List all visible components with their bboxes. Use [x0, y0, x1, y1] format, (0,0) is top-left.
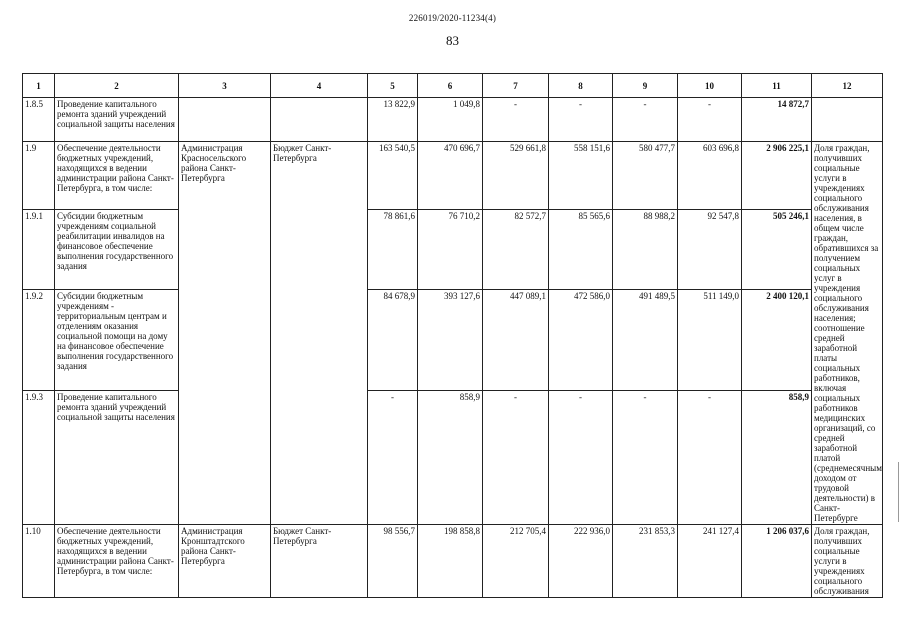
- value-cell: 212 705,4: [483, 525, 549, 598]
- column-header: 6: [418, 74, 483, 98]
- value-cell: -: [549, 390, 613, 525]
- column-header: 11: [742, 74, 812, 98]
- executor-cell: Администрация Красносельского района Санкт-Петербурга: [179, 142, 271, 525]
- column-header: 3: [179, 74, 271, 98]
- value-cell: 511 149,0: [678, 289, 742, 390]
- activity-name: Проведение капитального ремонта зданий учреждений социальной защиты населения: [55, 390, 179, 525]
- value-cell: 163 540,5: [368, 142, 418, 210]
- table-row: [23, 210, 883, 289]
- table-row: [23, 390, 883, 525]
- value-cell: 558 151,6: [549, 142, 613, 210]
- page-number: 83: [446, 33, 459, 48]
- value-cell: 603 696,8: [678, 142, 742, 210]
- funding-source-cell: Бюджет Санкт-Петербурга: [271, 142, 368, 525]
- value-cell: -: [678, 98, 742, 142]
- row-code: 1.9: [23, 142, 55, 210]
- value-cell: 92 547,8: [678, 210, 742, 289]
- document-registration-number: 226019/2020-11234(4): [408, 13, 497, 23]
- value-cell: 82 572,7: [483, 210, 549, 289]
- indicator-cell: Доля граждан, получивших социальные услуги в учреждениях социального обслуживания населения, в общем числе граждан, обратившихся за получением социальных услуг в учреждения социального обслуживания населения; соотношение средней заработной платы социальных работников, включая социальных работников медицинских организаций, со средней заработной платой (среднемесячным доходом от трудовой деятельности) в Санкт-Петербурге: [812, 142, 883, 525]
- total-cell: 858,9: [742, 390, 812, 525]
- column-header: 7: [483, 74, 549, 98]
- value-cell: 491 489,5: [613, 289, 678, 390]
- value-cell: 1 049,8: [418, 98, 483, 142]
- total-cell: 505 246,1: [742, 210, 812, 289]
- column-header: 2: [55, 74, 179, 98]
- column-header: 4: [271, 74, 368, 98]
- column-header: 8: [549, 74, 613, 98]
- value-cell: 13 822,9: [368, 98, 418, 142]
- total-cell: 14 872,7: [742, 98, 812, 142]
- value-cell: 393 127,6: [418, 289, 483, 390]
- value-cell: 198 858,8: [418, 525, 483, 598]
- table-row: [23, 289, 883, 390]
- value-cell: 78 861,6: [368, 210, 418, 289]
- row-code: 1.9.1: [23, 210, 55, 289]
- value-cell: -: [678, 390, 742, 525]
- funding-source-cell: Бюджет Санкт-Петербурга: [271, 525, 368, 598]
- column-header: 5: [368, 74, 418, 98]
- column-header: 1: [23, 74, 55, 98]
- column-header: 9: [613, 74, 678, 98]
- column-number-row: [23, 74, 883, 98]
- column-header: 12: [812, 74, 883, 98]
- value-cell: 231 853,3: [613, 525, 678, 598]
- value-cell: 529 661,8: [483, 142, 549, 210]
- value-cell: 84 678,9: [368, 289, 418, 390]
- activity-name: Обеспечение деятельности бюджетных учреждений, находящихся в ведении администрации района Санкт-Петербурга, в том числе:: [55, 525, 179, 598]
- executor-cell: [179, 98, 271, 142]
- executor-cell: Администрация Кронштадтского района Санкт-Петербурга: [179, 525, 271, 598]
- value-cell: -: [613, 98, 678, 142]
- program-funding-table-container: [22, 73, 883, 598]
- value-cell: -: [368, 390, 418, 525]
- value-cell: -: [483, 390, 549, 525]
- activity-name: Проведение капитального ремонта зданий учреждений социальной защиты населения: [55, 98, 179, 142]
- value-cell: 85 565,6: [549, 210, 613, 289]
- row-code: 1.10: [23, 525, 55, 598]
- row-code: 1.9.3: [23, 390, 55, 525]
- activity-name: Обеспечение деятельности бюджетных учреждений, находящихся в ведении администрации района Санкт-Петербурга, в том числе:: [55, 142, 179, 210]
- scan-edge-mark: [898, 462, 899, 522]
- row-code: 1.9.2: [23, 289, 55, 390]
- program-funding-table: [22, 73, 883, 598]
- value-cell: 88 988,2: [613, 210, 678, 289]
- funding-source-cell: [271, 98, 368, 142]
- indicator-cell: [812, 98, 883, 142]
- value-cell: 580 477,7: [613, 142, 678, 210]
- value-cell: 447 089,1: [483, 289, 549, 390]
- value-cell: 472 586,0: [549, 289, 613, 390]
- total-cell: 2 906 225,1: [742, 142, 812, 210]
- total-cell: 1 206 037,6: [742, 525, 812, 598]
- value-cell: 76 710,2: [418, 210, 483, 289]
- value-cell: 858,9: [418, 390, 483, 525]
- table-row: [23, 525, 883, 598]
- value-cell: 222 936,0: [549, 525, 613, 598]
- activity-name: Субсидии бюджетным учреждениям социальной реабилитации инвалидов на финансовое обеспечение выполнения государственного задания: [55, 210, 179, 289]
- value-cell: 241 127,4: [678, 525, 742, 598]
- row-code: 1.8.5: [23, 98, 55, 142]
- value-cell: -: [483, 98, 549, 142]
- indicator-cell: Доля граждан, получивших социальные услуги в учреждениях социального обслуживания: [812, 525, 883, 598]
- table-row: [23, 98, 883, 142]
- value-cell: 470 696,7: [418, 142, 483, 210]
- value-cell: 98 556,7: [368, 525, 418, 598]
- column-header: 10: [678, 74, 742, 98]
- activity-name: Субсидии бюджетным учреждениям - территориальным центрам и отделениям оказания социальной помощи на дому на финансовое обеспечение выполнения государственного задания: [55, 289, 179, 390]
- table-row: [23, 142, 883, 210]
- value-cell: -: [613, 390, 678, 525]
- total-cell: 2 400 120,1: [742, 289, 812, 390]
- value-cell: -: [549, 98, 613, 142]
